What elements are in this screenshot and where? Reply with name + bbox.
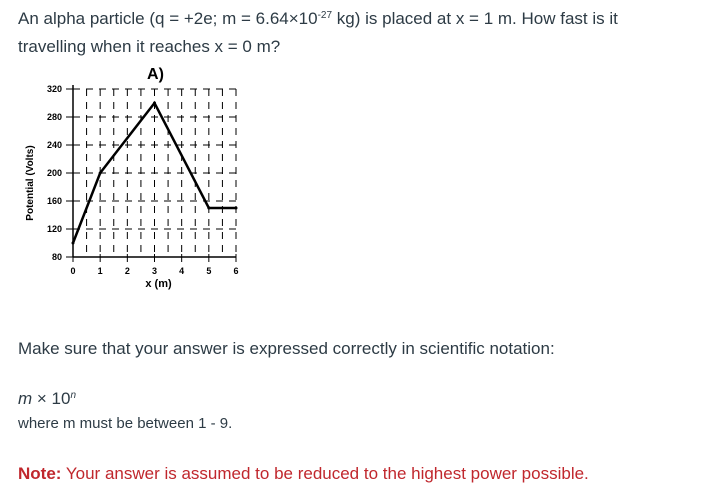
y-tick-label: 320: [46, 84, 62, 94]
question-line-1: An alpha particle (q = +2e; $m = 6.64\times 10^{-27}$ kg) is placed at x = 1 m. How fast is it: [18, 9, 618, 28]
y-tick-label: 120: [46, 224, 62, 234]
y-tick-label: 80: [51, 252, 62, 262]
data-point: [99, 172, 102, 175]
x-tick-label: 2: [124, 266, 130, 276]
note-text: Note: Your answer is assumed to be reduced to the highest power possible.: [18, 464, 589, 483]
x-tick-label: 5: [206, 266, 212, 276]
range-text: where m must be between 1 - 9.: [18, 415, 233, 432]
x-tick-label: 3: [151, 266, 158, 276]
data-point: [235, 207, 238, 210]
x-tick-label: 6: [233, 266, 239, 276]
y-tick-label: 200: [46, 168, 62, 178]
y-tick-label: 160: [46, 196, 62, 206]
data-point: [72, 242, 75, 245]
y-axis-label: Potential (Volts): [25, 145, 36, 221]
y-tick-label: 240: [46, 140, 62, 150]
notation-format: $m \times 10^n$: [18, 389, 77, 408]
x-tick-label: 1: [97, 266, 103, 276]
potential-chart: [0, 60, 260, 300]
data-point: [207, 207, 210, 210]
chart-title: A): [147, 66, 164, 83]
x-tick-label: 0: [70, 266, 76, 276]
x-axis-label: x (m): [145, 278, 172, 290]
instructions-text: Make sure that your answer is expressed correctly in scientific notation:: [18, 339, 555, 358]
data-point: [153, 102, 156, 105]
x-tick-label: 4: [179, 266, 185, 276]
question-line-2: travelling when it reaches x = 0 m?: [18, 37, 281, 56]
y-tick-label: 280: [46, 112, 62, 122]
